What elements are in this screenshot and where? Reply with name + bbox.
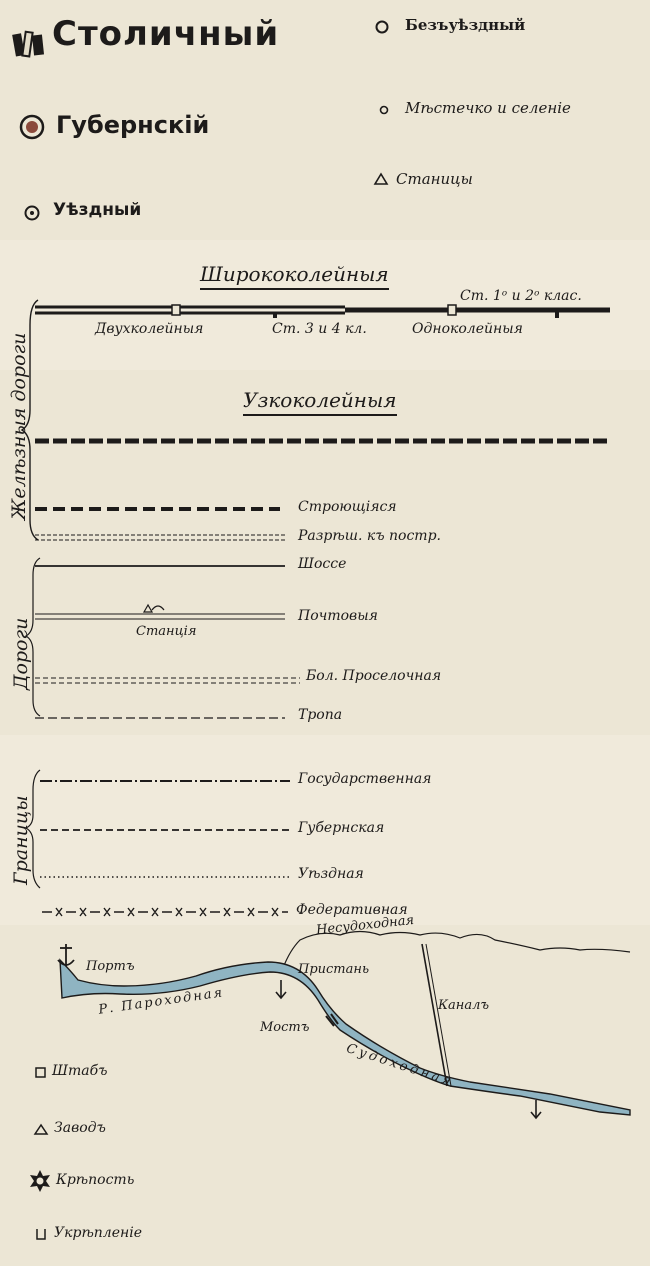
fortification-icon [37, 1229, 45, 1239]
pier-label: Пристань [298, 962, 370, 977]
fortress-star-icon [30, 1170, 50, 1192]
pier-icon [276, 980, 286, 998]
post-station-icon [144, 605, 164, 612]
steam-river [60, 960, 630, 1115]
district-border-label: Уѣздная [298, 866, 364, 882]
navigable-label: Судоходная [344, 1041, 456, 1090]
port-label: Портъ [86, 959, 135, 974]
path-label: Тропа [298, 707, 343, 723]
district-label: Уѣздный [53, 200, 142, 220]
narrow-gauge-title: Узкоколейныя [243, 388, 397, 416]
stanitsa-triangle-icon [375, 174, 387, 184]
headquarters-label: Штабъ [52, 1063, 108, 1079]
stanitsa-label: Станицы [396, 170, 473, 188]
headquarters-square-icon [36, 1068, 45, 1077]
railway-section-label: Желѣзныя дороги [8, 332, 30, 520]
district-symbol-icon [26, 207, 39, 220]
provincial-border-label: Губернская [298, 820, 385, 836]
provincial-label: Губернскій [56, 111, 210, 139]
bridge-label: Мостъ [260, 1020, 310, 1035]
under-construction-label: Строющіяся [298, 499, 397, 515]
postal-line [35, 614, 285, 619]
station-3-4-label: Ст. 3 и 4 кл. [272, 321, 367, 337]
capital-symbol-icon [12, 32, 44, 57]
permitted-line [35, 535, 285, 540]
state-border-label: Государственная [298, 771, 432, 787]
canal-label: Каналъ [438, 998, 490, 1013]
steam-river-label: Р. Пароходная [97, 985, 226, 1018]
village-symbol-icon [381, 107, 388, 114]
station-1-2-label: Ст. 1ᵒ и 2ᵒ клас. [460, 288, 582, 304]
federal-border-label: Федеративная [296, 902, 408, 918]
post-station-label: Станція [136, 624, 197, 639]
postal-label: Почтовыя [298, 608, 378, 624]
village-label: Мѣстечко и селеніе [405, 99, 571, 117]
factory-triangle-icon [35, 1125, 47, 1134]
fortress-label: Крѣпость [56, 1172, 135, 1188]
country-road-line [35, 678, 300, 683]
broad-gauge-title: Ширококолейныя [200, 262, 389, 290]
non-navigable-label: Несудоходная [315, 912, 415, 939]
non-district-label: Безъуѣздный [405, 16, 526, 34]
permitted-label: Разрѣш. къ постр. [298, 528, 441, 544]
borders-section-label: Границы [10, 795, 32, 885]
single-track-label: Одноколейныя [412, 321, 523, 337]
capital-label: Столичный [52, 14, 280, 54]
canal-line-inner [426, 944, 451, 1086]
anchor-icon [58, 944, 74, 966]
double-track-label: Двухколейныя [95, 321, 204, 337]
pier-icon-2 [531, 1100, 541, 1118]
factory-label: Заводъ [54, 1120, 106, 1136]
fortification-label: Укрѣпленіе [54, 1225, 142, 1241]
country-road-label: Бол. Проселочная [306, 668, 442, 684]
broad-gauge-line [35, 305, 610, 318]
canal-line [422, 944, 447, 1086]
provincial-symbol-icon [21, 116, 43, 138]
federal-border-line [42, 908, 288, 916]
roads-section-label: Дороги [10, 617, 32, 690]
non-district-symbol-icon [377, 22, 388, 33]
highway-label: Шоссе [298, 556, 347, 572]
